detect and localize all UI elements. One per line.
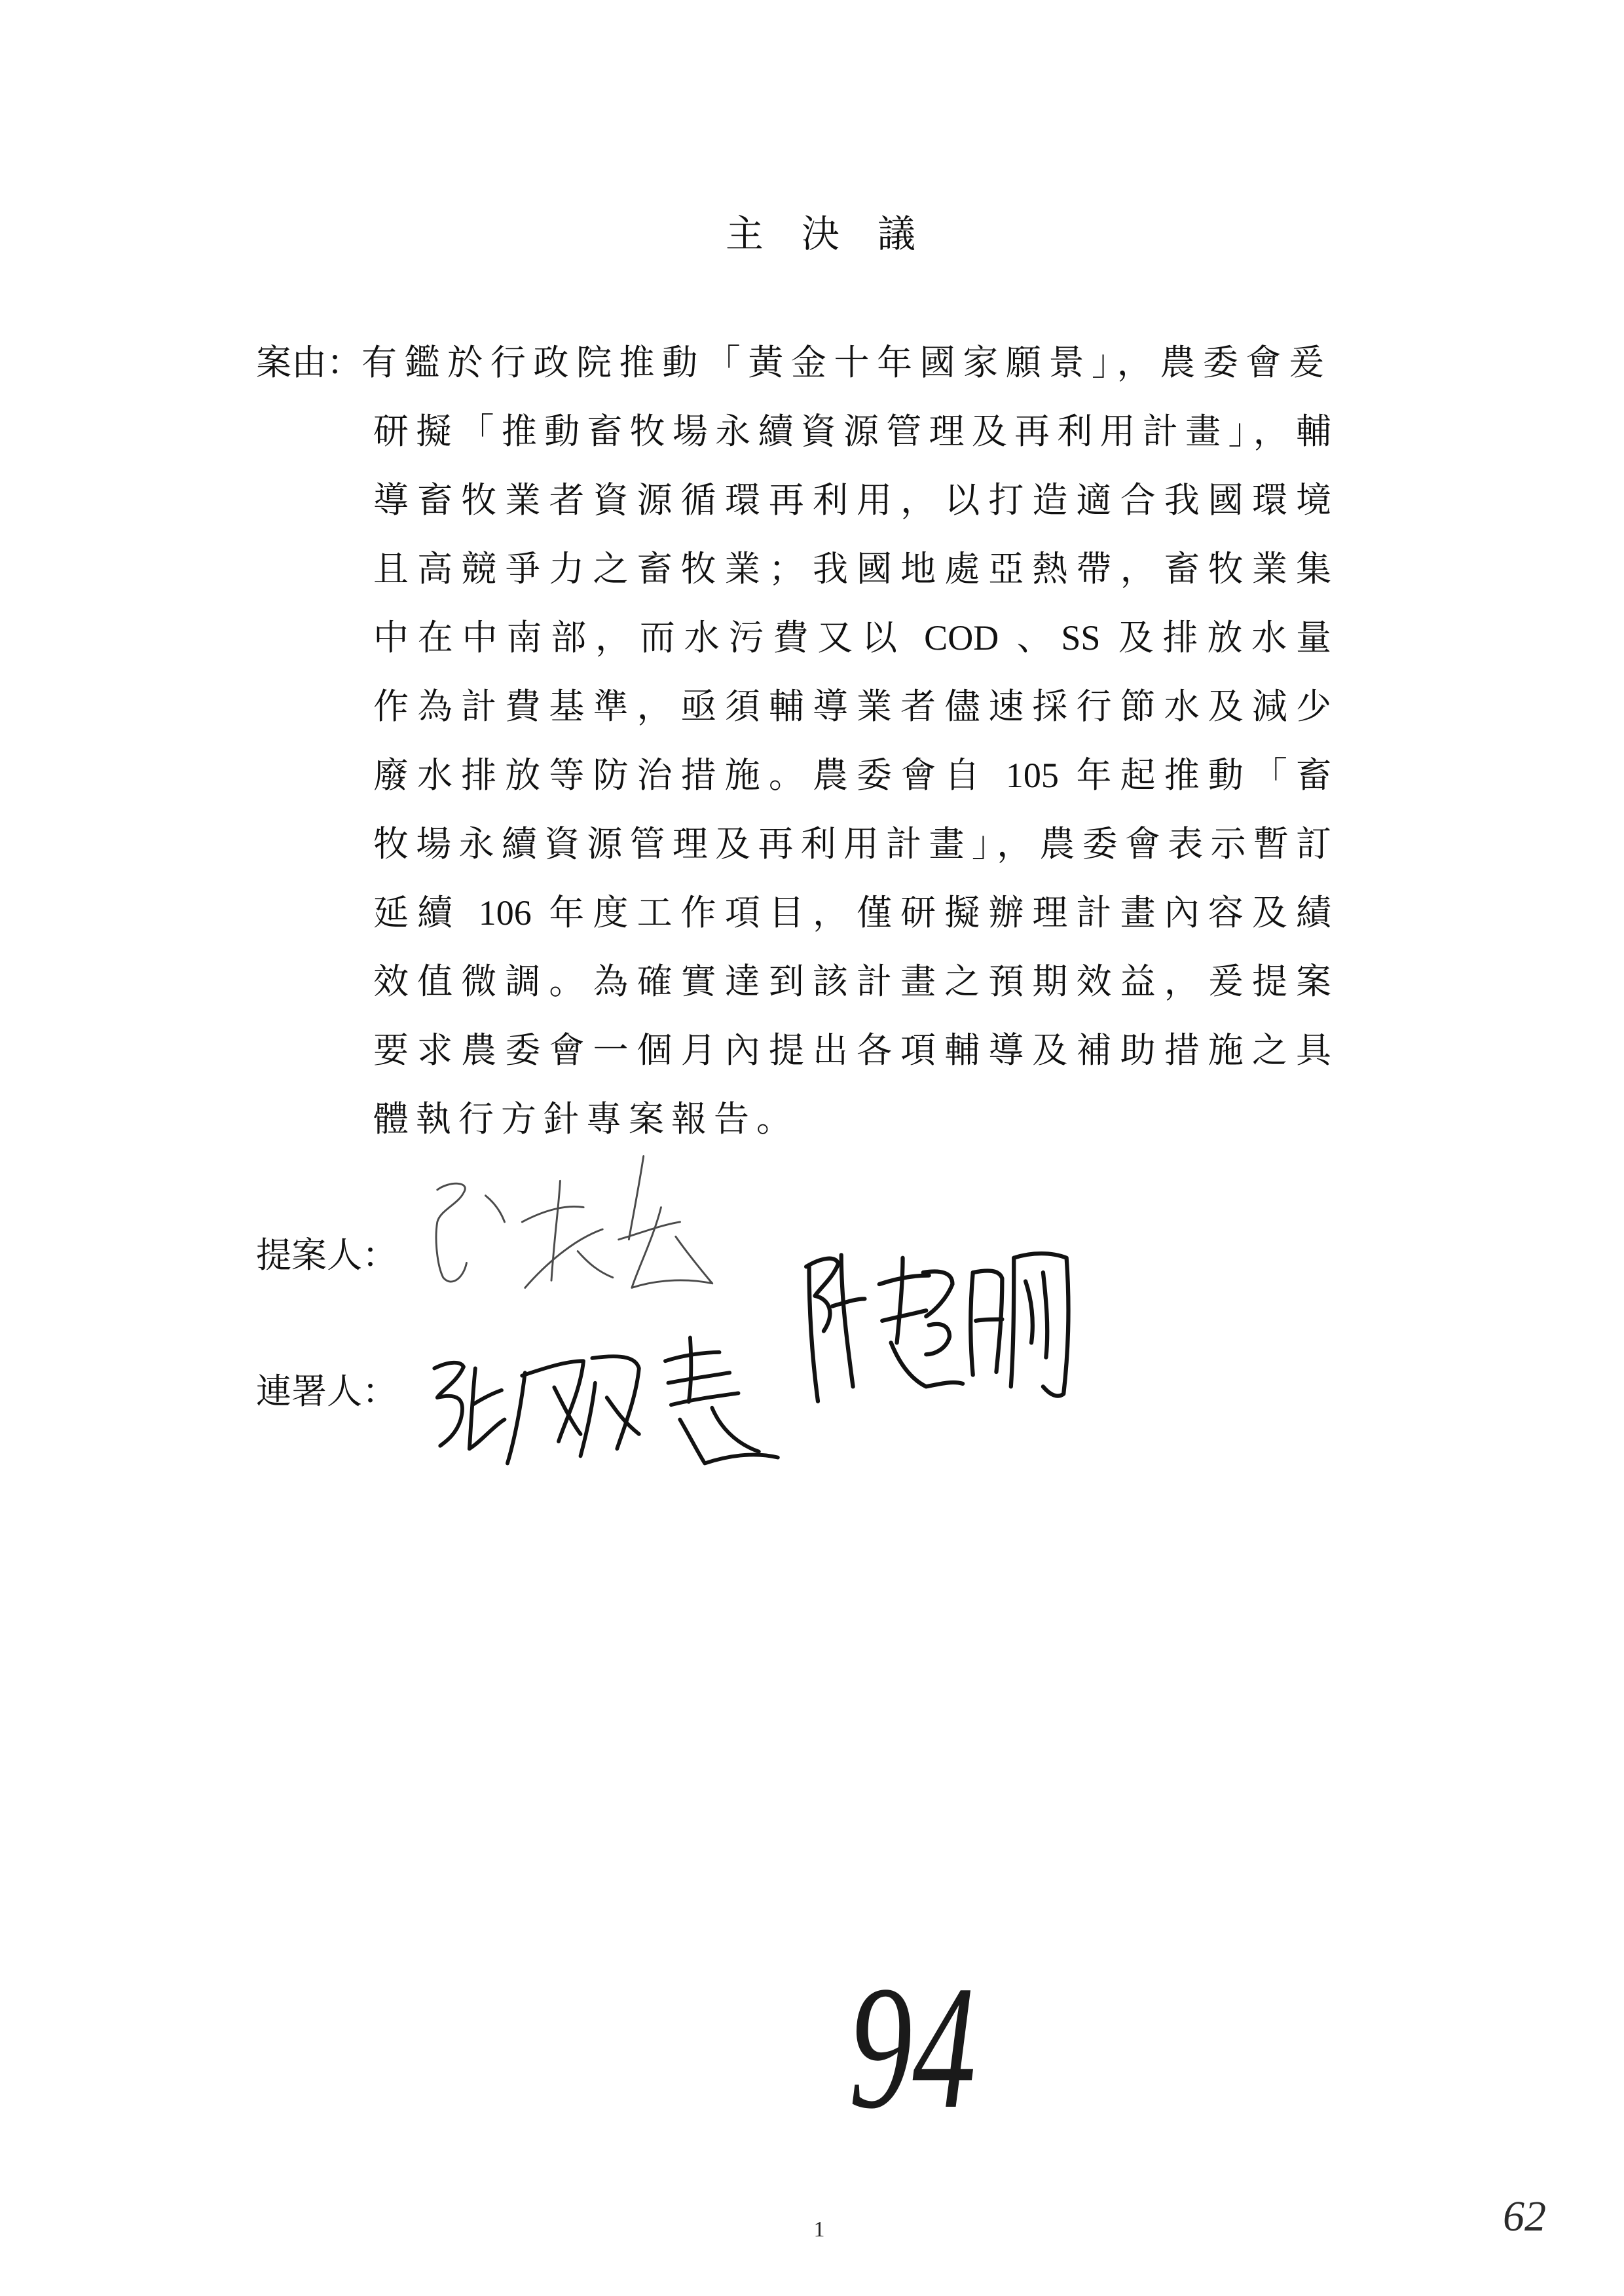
signature-glyph xyxy=(436,1183,504,1282)
page-title: 主 決 議 xyxy=(726,214,915,255)
cosigner-label: 連署人： xyxy=(256,1372,397,1411)
signature-glyph xyxy=(970,1253,1068,1396)
body-line: 有鑑於行政院推動「黃金十年國家願景」，農委會爰 xyxy=(361,343,1324,382)
body-line: 體執行方針專案報告。 xyxy=(373,1100,799,1139)
body-line: 效值微調。為確實達到該計畫之預期效益，爰提案 xyxy=(373,962,1331,1001)
body-line: 中在中南部，而水污費又以 COD 、SS 及排放水量 xyxy=(373,618,1331,657)
cosigner-signature xyxy=(420,1317,785,1471)
signature-glyph xyxy=(522,1181,612,1287)
signature-glyph xyxy=(665,1338,778,1464)
body-line: 且高競爭力之畜牧業；我國地處亞熱帶，畜牧業集 xyxy=(373,549,1331,589)
signature-glyph xyxy=(806,1255,864,1401)
body-line: 導畜牧業者資源循環再利用，以打造適合我國環境 xyxy=(373,481,1331,520)
signature-glyph xyxy=(507,1356,639,1463)
body-line: 廢水排放等防治措施。農委會自 105 年起推動「畜 xyxy=(373,756,1331,795)
signature-glyph xyxy=(619,1156,712,1287)
body-line: 延續 106 年度工作項目，僅研擬辦理計畫內容及績 xyxy=(373,893,1331,933)
case-body xyxy=(361,329,1331,1154)
handwritten-corner-number: 62 xyxy=(1503,2193,1546,2240)
handwritten-annotation-number: 94 xyxy=(849,1950,976,2145)
cosigner-signature xyxy=(794,1240,1080,1416)
proposer-signature xyxy=(420,1149,727,1303)
proposer-label: 提案人： xyxy=(256,1236,397,1275)
body-line: 牧場永續資源管理及再利用計畫」，農委會表示暫訂 xyxy=(373,824,1331,864)
signature-glyph xyxy=(434,1363,504,1449)
page-number: 1 xyxy=(813,2217,825,2242)
signature-glyph xyxy=(879,1258,963,1387)
body-line: 要求農委會一個月內提出各項輔導及補助措施之具 xyxy=(373,1031,1331,1070)
body-line: 作為計費基準，亟須輔導業者儘速採行節水及減少 xyxy=(373,687,1331,726)
case-label: 案由： xyxy=(256,343,362,382)
body-line: 研擬「推動畜牧場永續資源管理及再利用計畫」，輔 xyxy=(373,412,1331,451)
